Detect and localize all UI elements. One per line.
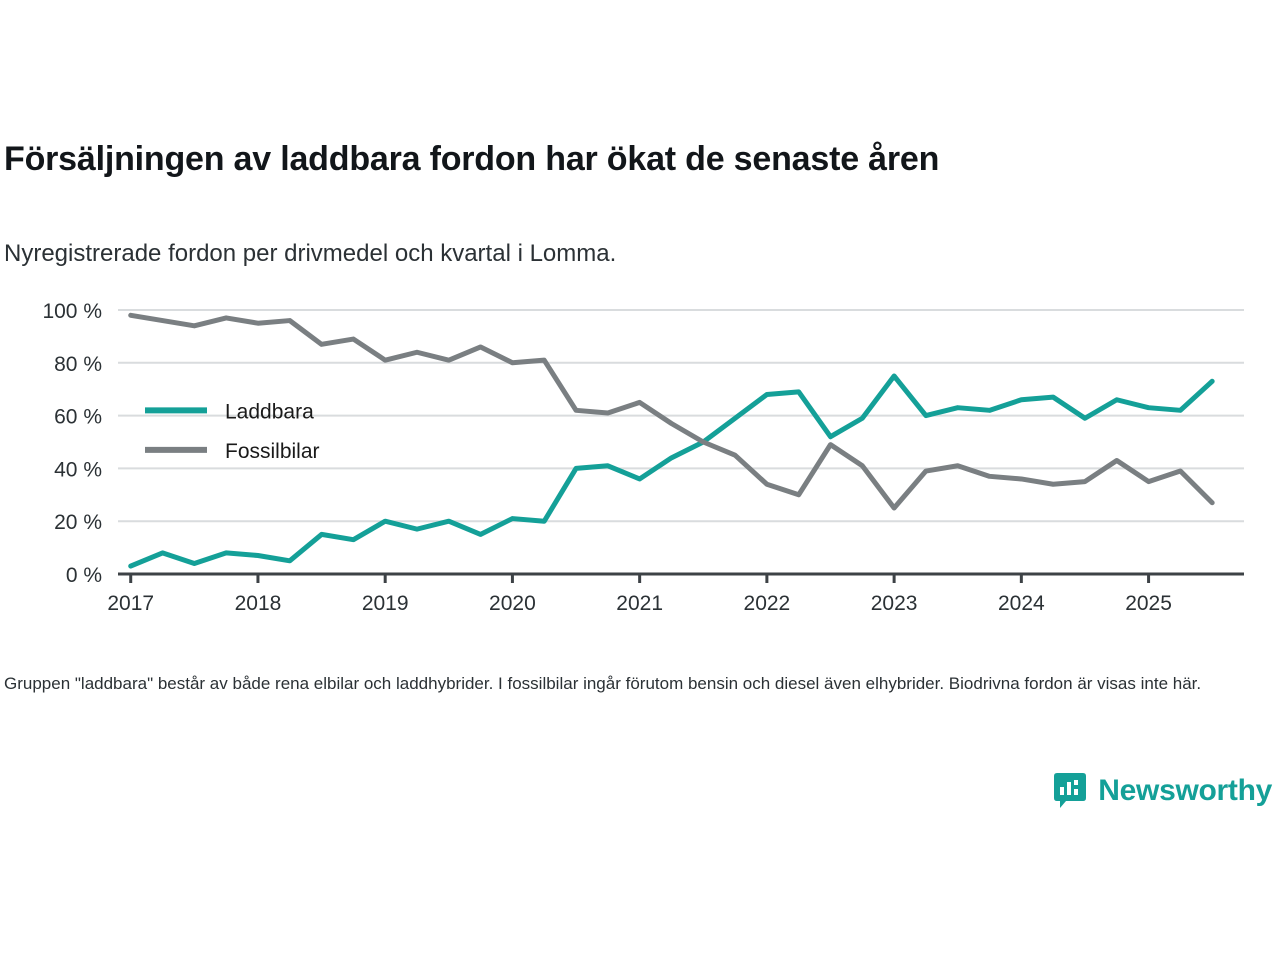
bar-chart-bubble-icon — [1051, 772, 1089, 810]
x-axis-tick-label: 2018 — [234, 592, 282, 615]
x-axis-tick-label: 2019 — [361, 592, 409, 615]
y-axis-tick-label: 20 % — [54, 511, 102, 535]
x-axis-tick-label: 2021 — [616, 592, 664, 615]
x-axis-tick-label: 2025 — [1125, 592, 1172, 615]
y-axis-tick-label: 0 % — [65, 564, 102, 587]
x-axis-tick-label: 2017 — [107, 592, 155, 615]
legend-label: Fossilbilar — [225, 439, 320, 463]
x-axis-tick-label: 2020 — [489, 592, 536, 615]
brand-name: Newsworthy — [1098, 774, 1272, 807]
page-subtitle: Nyregistrerade fordon per drivmedel och kvartal i Lomma. — [4, 240, 617, 267]
x-axis-tick-label: 2024 — [997, 592, 1045, 615]
line-chart — [0, 292, 1280, 622]
y-axis-tick-label: 40 % — [54, 458, 102, 482]
legend-label: Laddbara — [225, 400, 314, 424]
y-axis-tick-label: 80 % — [54, 352, 102, 376]
x-axis-tick-label: 2023 — [870, 592, 918, 615]
page-title: Försäljningen av laddbara fordon har ökat de senaste åren — [4, 140, 940, 178]
chart-footnote: Gruppen "laddbara" består av både rena elbilar och laddhybrider. I fossilbilar ingår förutom bensin och diesel även elhybrider. Biodrivna fordon är visas inte här. — [4, 674, 1202, 693]
chart-svg — [0, 292, 1280, 622]
x-axis-tick-label: 2022 — [743, 592, 791, 615]
y-axis-tick-label: 60 % — [54, 405, 102, 429]
y-axis-tick-label: 100 % — [42, 300, 102, 323]
brand-logo — [1051, 772, 1272, 810]
